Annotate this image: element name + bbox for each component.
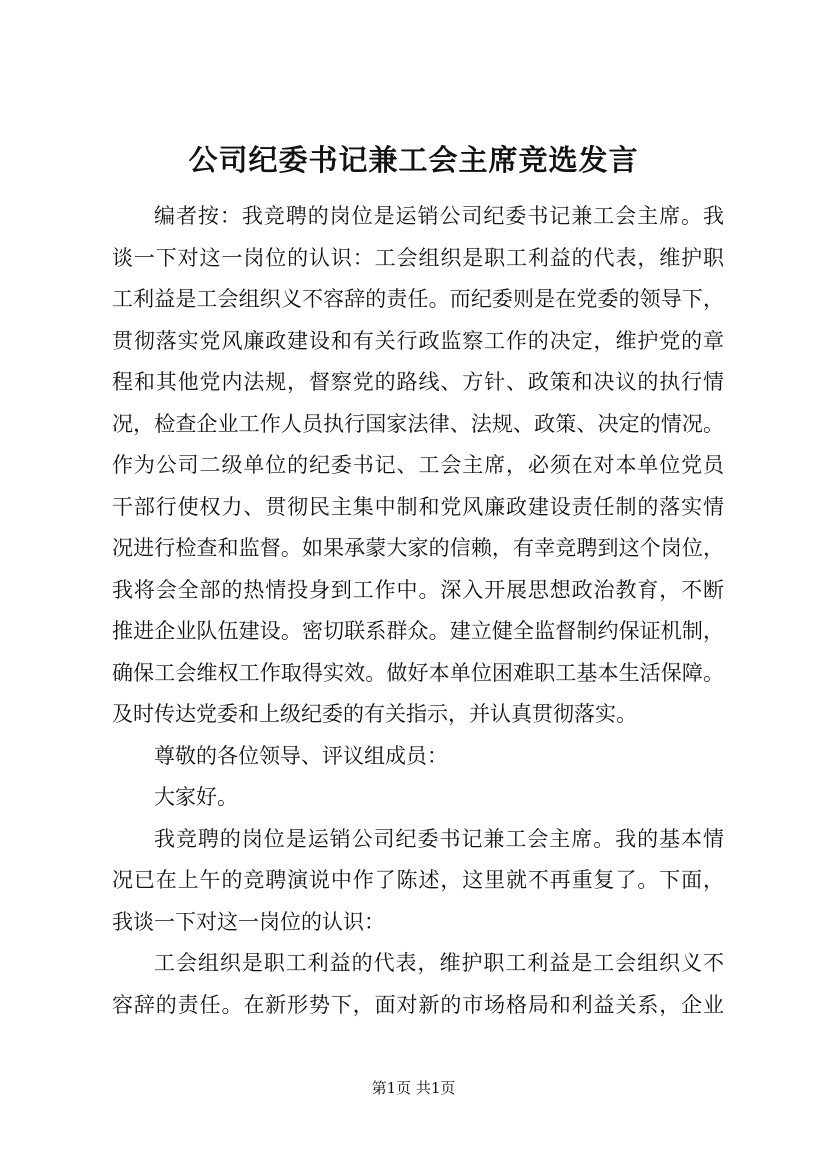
greeting-line: 大家好。 (154, 785, 238, 809)
paragraph-line: 我将会全部的热情投身到工作中。深入开展思想政治教育，不断 (112, 577, 724, 602)
paragraph-line: 况，检查企业工作人员执行国家法律、法规、政策、决定的情况。 (112, 411, 724, 436)
page-number-footer: 第1页 共1页 (371, 1079, 456, 1097)
paragraph-line: 贯彻落实党风廉政建设和有关行政监察工作的决定，维护党的章 (112, 328, 724, 353)
paragraph-line: 及时传达党委和上级纪委的有关指示，并认真贯彻落实。 (112, 702, 637, 726)
paragraph-line: 我谈一下对这一岗位的认识： (112, 909, 385, 934)
paragraph-line: 我竞聘的岗位是运销公司纪委书记兼工会主席。我的基本情 (154, 826, 724, 851)
paragraph-line: 程和其他党内法规，督察党的路线、方针、政策和决议的执行情 (112, 370, 724, 394)
paragraph-line: 容辞的责任。在新形势下，面对新的市场格局和利益关系，企业 (112, 992, 724, 1017)
paragraph-line: 推进企业队伍建设。密切联系群众。建立健全监督制约保证机制， (112, 619, 724, 643)
paragraph-line: 况已在上午的竞聘演说中作了陈述，这里就不再重复了。下面， (112, 868, 724, 892)
paragraph-line: 干部行使权力、贯彻民主集中制和党风廉政建设责任制的落实情 (112, 494, 724, 519)
paragraph-line: 作为公司二级单位的纪委书记、工会主席，必须在对本单位党员 (112, 453, 724, 477)
paragraph-line: 确保工会维权工作取得实效。做好本单位困难职工基本生活保障。 (112, 660, 724, 685)
paragraph-line: 谈一下对这一岗位的认识：工会组织是职工利益的代表，维护职 (112, 245, 724, 270)
document-title: 公司纪委书记兼工会主席竞选发言 (188, 143, 639, 177)
salutation-line: 尊敬的各位领导、评议组成员： (154, 743, 448, 768)
paragraph-line: 况进行检查和监督。如果承蒙大家的信赖，有幸竞聘到这个岗位， (112, 536, 724, 560)
document-body (112, 196, 724, 1026)
paragraph-line: 编者按：我竞聘的岗位是运销公司纪委书记兼工会主席。我 (154, 204, 724, 228)
paragraph-line: 工利益是工会组织义不容辞的责任。而纪委则是在党委的领导下， (112, 287, 724, 311)
paragraph-line: 工会组织是职工利益的代表，维护职工利益是工会组织义不 (154, 951, 724, 975)
